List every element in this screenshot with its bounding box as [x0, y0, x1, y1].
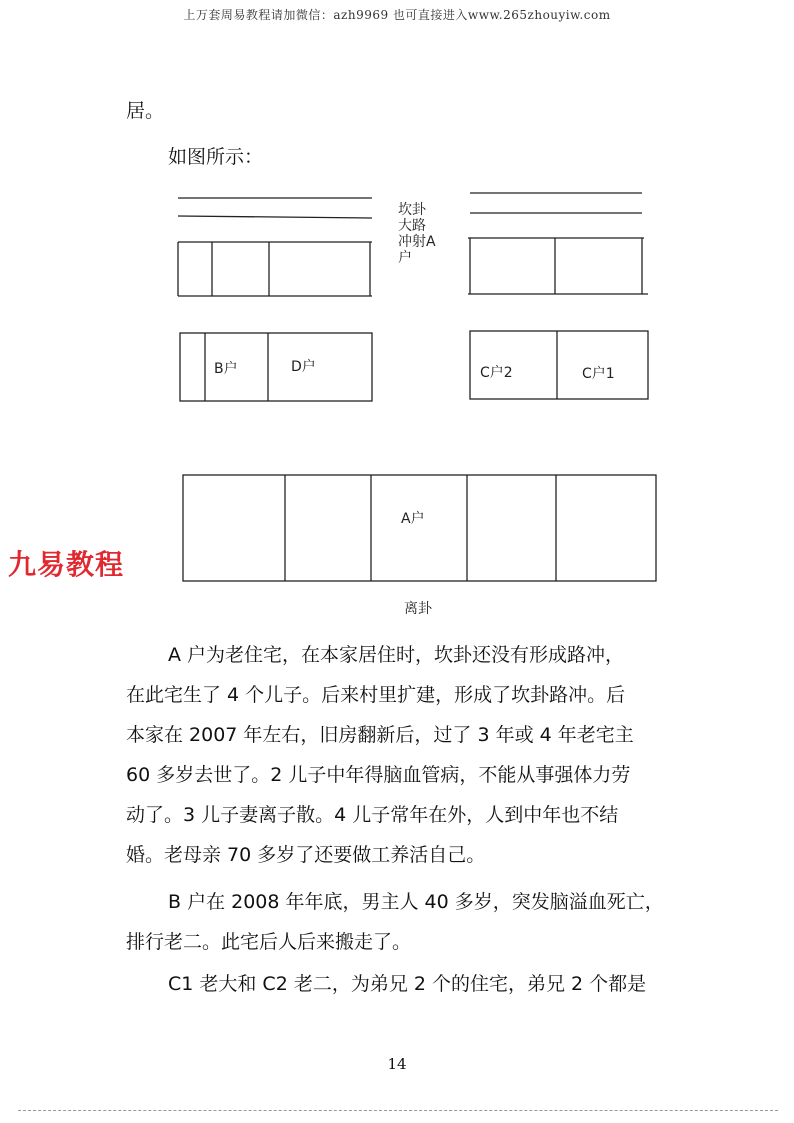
li-gua-label: 离卦: [404, 601, 432, 617]
paragraph-line: C1 老大和 C2 老二，为弟兄 2 个的住宅，弟兄 2 个都是: [168, 973, 647, 995]
paragraph-a: [126, 635, 692, 875]
paragraph-line: 排行老二。此宅后人后来搬走了。: [126, 931, 412, 953]
paragraph-line: 本家在 2007 年左右，旧房翻新后，过了 3 年或 4 年老宅主: [126, 724, 634, 746]
kan-label-line: 户: [398, 250, 412, 266]
paragraph-c: [126, 964, 692, 1004]
road-line: [178, 216, 372, 218]
house-c1-label: C户1: [582, 366, 615, 382]
kan-label-line: 大路: [398, 218, 426, 234]
paragraph-line: 婚。老母亲 70 多岁了还要做工养活自己。: [126, 844, 486, 866]
bottom-divider: [18, 1110, 778, 1111]
paragraph-line: 60 多岁去世了。2 儿子中年得脑血管病，不能从事强体力劳: [126, 764, 631, 786]
house-d-label: D户: [291, 359, 316, 375]
intro-line-1: 居。: [126, 100, 165, 122]
house-c2-label: C户2: [480, 365, 513, 381]
house-b-label: B户: [214, 361, 238, 377]
page-header: 上万套周易教程请加微信：azh9969 也可直接进入www.265zhouyiw.com: [183, 8, 611, 22]
watermark-logo: 九易教程: [8, 548, 125, 581]
paragraph-line: B 户在 2008 年年底，男主人 40 多岁，突发脑溢血死亡，: [168, 891, 664, 913]
house-a-label: A户: [401, 511, 425, 527]
kan-label-line: 坎卦: [398, 202, 426, 218]
kan-label-line: 冲射A: [398, 234, 436, 250]
paragraph-line: 动了。3 儿子妻离子散。4 儿子常年在外，人到中年也不结: [126, 804, 619, 826]
intro-line-2: 如图所示：: [168, 146, 264, 168]
paragraph-line: 在此宅生了 4 个儿子。后来村里扩建，形成了坎卦路冲。后: [126, 684, 626, 706]
house-bd-outline: [180, 333, 372, 401]
paragraph-line: A 户为老住宅，在本家居住时，坎卦还没有形成路冲，: [168, 644, 625, 666]
house-layout-diagram: [0, 180, 794, 620]
paragraph-b: [126, 882, 692, 962]
house-a-outline: [183, 475, 656, 581]
page-number: 14: [387, 1055, 407, 1073]
